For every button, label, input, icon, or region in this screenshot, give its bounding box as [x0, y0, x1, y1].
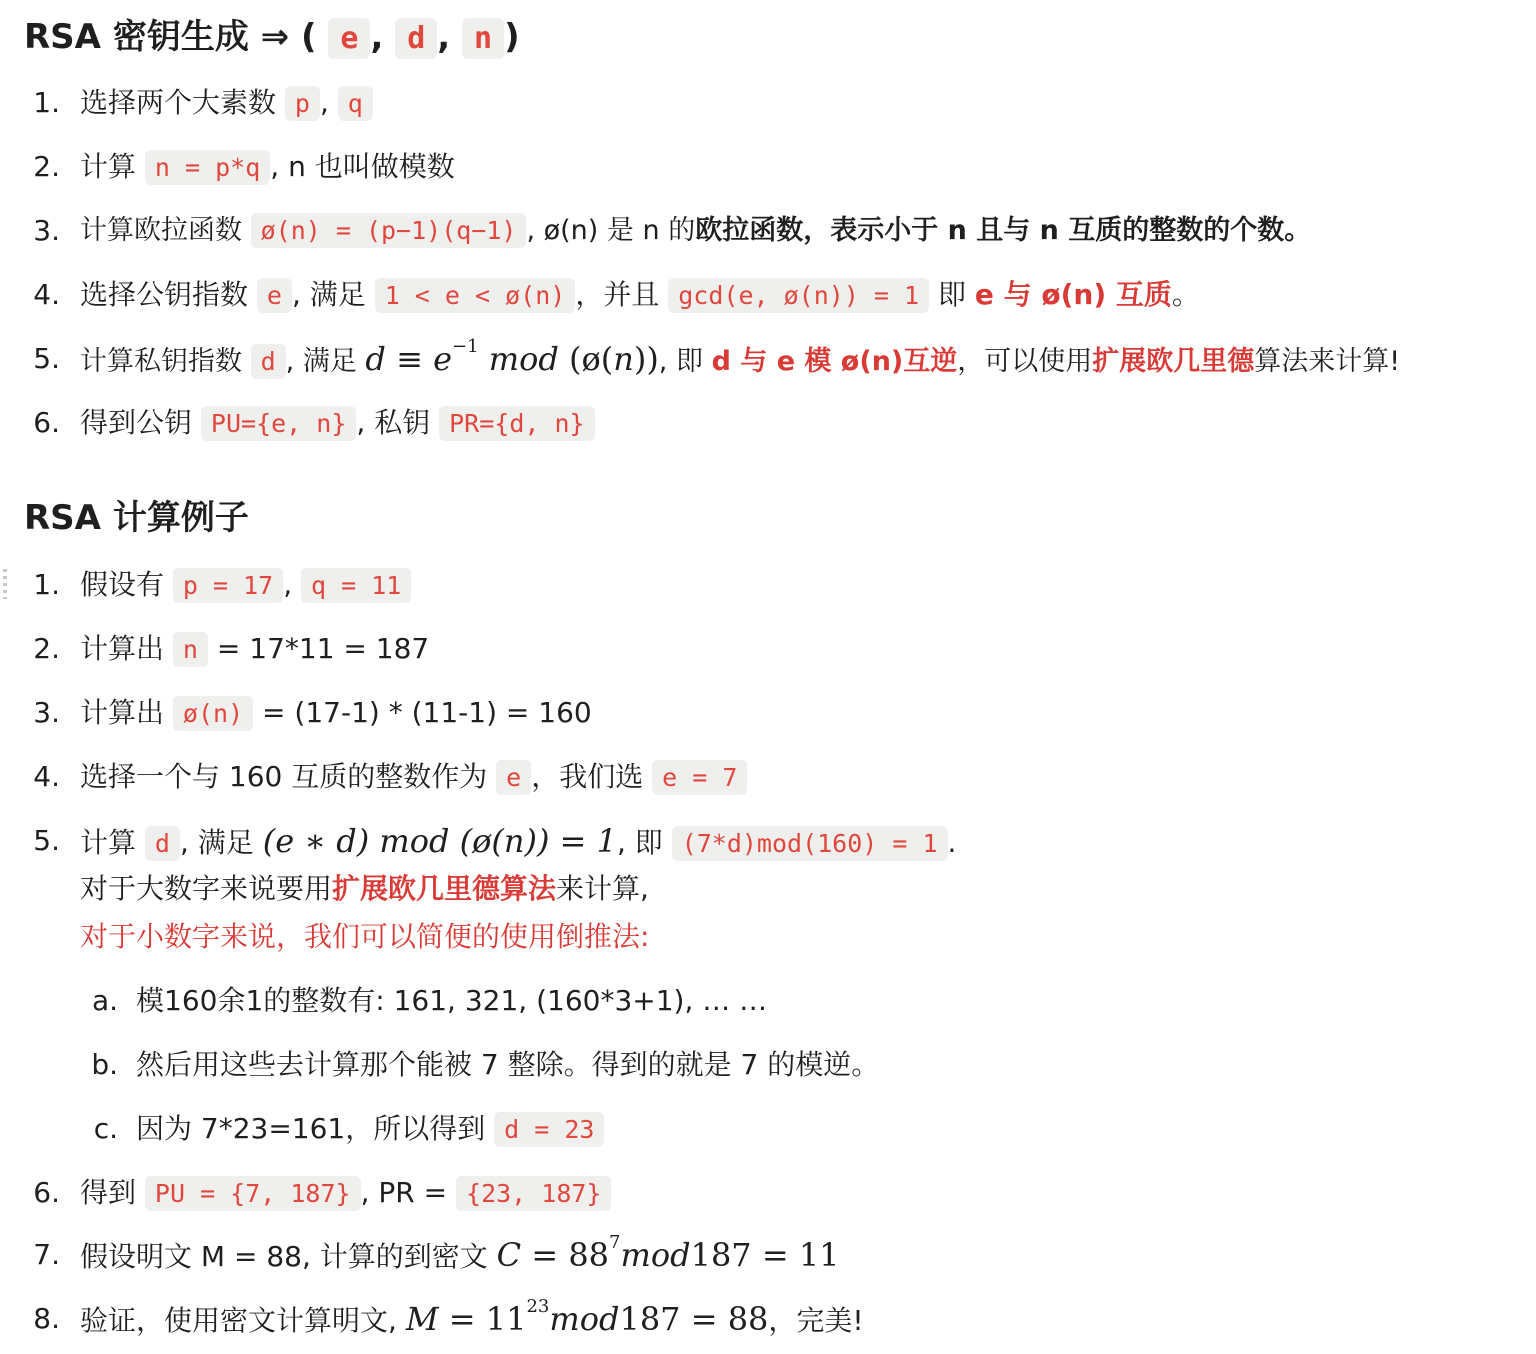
code-n: n	[173, 632, 208, 667]
section-title-example: RSA 计算例子	[24, 498, 249, 538]
code-phi: ø(n)	[173, 696, 253, 731]
code-phi-formula: ø(n) = (p−1)(q−1)	[251, 213, 527, 248]
math-formula: (e ∗ d) mod (ø(n)) = 1	[262, 822, 617, 860]
code-p: p	[285, 86, 320, 121]
code-e-value: e = 7	[652, 760, 747, 795]
code-d-value: d = 23	[494, 1112, 604, 1147]
code-e: e	[496, 760, 531, 795]
code-gcd: gcd(e, ø(n)) = 1	[668, 278, 929, 313]
code-private-key: PR={d, n}	[439, 406, 594, 441]
document-page: RSA 密钥生成 ⇒ ( e , d , n ) 1. 选择两个大素数 p , q 2. 计算 n = p*q , n 也叫做模数 3. 计算欧拉函数 ø(n) = (p−1)(q−1) , ø(n) 是 n 的欧拉函数，表示小于 n 且与 n 互质的整数的个数。 4. 选择公钥指数 e , 满足 1 < e < ø(n) ，并且 gcd(e, ø(n)) = 1 即 e 与 ø(n) 互质。 5. 计算私钥指数 d , 满足 $d \equiv e^{-1}$ mod (ø(n)), 即 d 与 e 模 ø(n)互逆，可以使用扩展欧几里德算法来计算! 6. 得到公钥 PU={e, n} , 私钥 PR={d, n} RSA 计算例子 1. 假设有 p = 17 , q = 11 2. 计算出 n = 17*11 = 187 3. 计算出 ø(n) = (17-1) * (11-1) = 160 4. 选择一个与 160 互质的整数作为 e ，我们选 e = 7 5. 计算 d , 满足 (e ∗ d) mod (ø(n)) = 1, 即 (7*d)mod(160) = 1 . 对于大数字来说要用扩展欧几里德算法来计算, 对于小数字来说，我们可以简便的使用倒推法: a. 模160余1的整数有: 161, 321, (160*3+1), … … b. 然后用这些去计算那个能被 7 整除。得到的就是 7 的模逆。 c. 因为 7*23=161，所以得到 d = 23 6. 得到 PU = {7, 187} , PR = {23, 187} 7. 假设明文 M = 88, 计算的到密文 $C = 88^7mod187 = 11$ 8. 验证，使用密文计算明文, $M = 11^{23}mod187 = 88$，完美!	[0, 0, 1536, 1354]
highlight-text: d 与 e 模 ø(n)互逆	[711, 346, 958, 377]
code-e-range: 1 < e < ø(n)	[375, 278, 576, 313]
code-mod-equation: (7*d)mod(160) = 1	[672, 826, 948, 861]
highlight-text: e 与 ø(n) 互质	[974, 278, 1172, 311]
highlight-text: 扩展欧几里德	[1092, 346, 1255, 377]
code-e: e	[257, 278, 292, 313]
code-d: d	[395, 18, 437, 59]
code-q: q	[338, 86, 373, 121]
code-private-key-value: {23, 187}	[456, 1176, 611, 1211]
math-formula: $d \equiv e^{-1}$ mod (ø(n))	[365, 336, 659, 378]
code-n-formula: n = p*q	[145, 150, 270, 185]
code-p-value: p = 17	[173, 568, 283, 603]
code-public-key-value: PU = {7, 187}	[145, 1176, 361, 1211]
highlight-text: 扩展欧几里德算法	[332, 872, 557, 905]
math-formula: $M = 11^{23}mod187 = 88$	[405, 1296, 769, 1338]
code-q-value: q = 11	[301, 568, 411, 603]
code-e: e	[328, 18, 370, 59]
math-formula: $C = 88^7mod187 = 11$	[496, 1232, 840, 1274]
code-d: d	[251, 344, 286, 379]
code-d: d	[145, 826, 180, 861]
section-title-key-generation: RSA 密钥生成 ⇒ ( e , d , n )	[24, 17, 520, 57]
code-n: n	[462, 18, 504, 59]
code-public-key: PU={e, n}	[201, 406, 356, 441]
